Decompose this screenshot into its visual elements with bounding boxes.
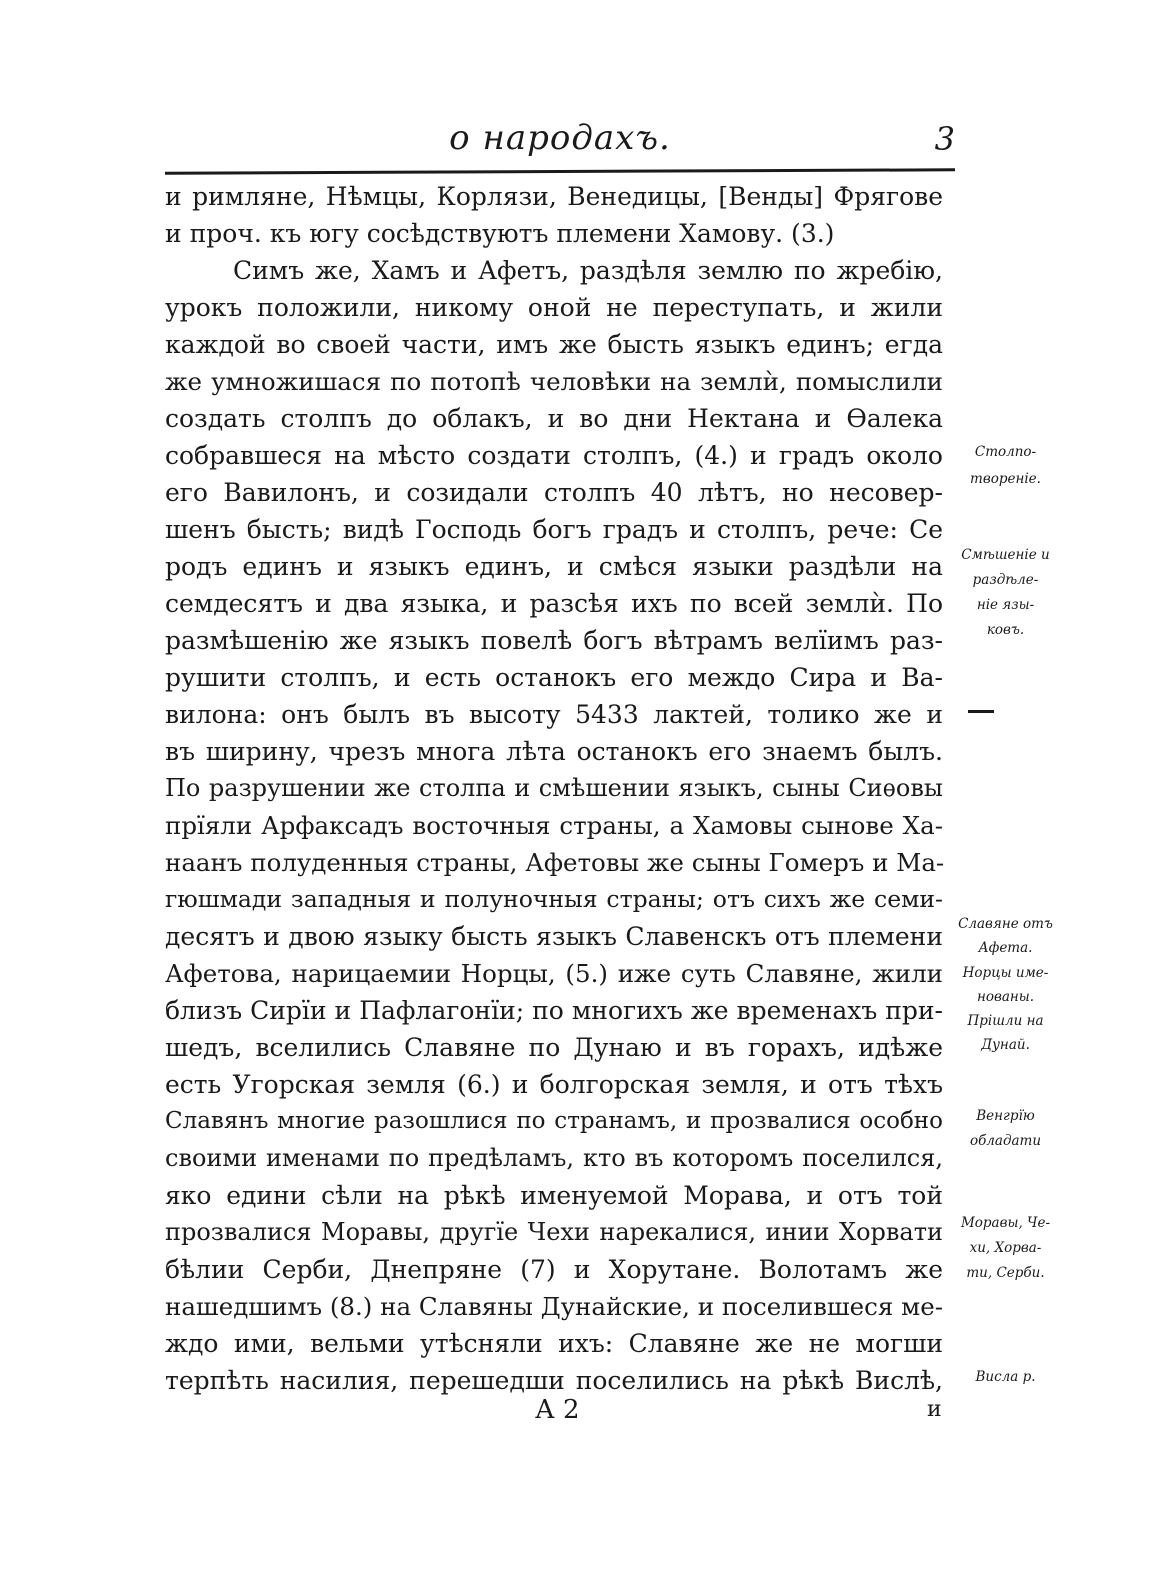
margin-note: Славяне отъ bbox=[958, 916, 1053, 932]
margin-note: раздѣле- bbox=[972, 572, 1039, 588]
page-footer bbox=[165, 1395, 955, 1435]
text-line: наанъ полуденныя страны, Афетовы же сыны Гомеръ и Ма- bbox=[165, 848, 945, 877]
text-line: близъ Сирїи и Пафлагонїи; по многихъ же временахъ при- bbox=[165, 996, 943, 1025]
text-line: семдесятъ и два языка, и разсѣя ихъ по всей землѝ. По bbox=[165, 589, 943, 618]
margin-note: Столпо- bbox=[974, 444, 1037, 460]
main-text bbox=[165, 178, 943, 1399]
text-line: же умножишася по потопѣ человѣки на землѝ, помыслили bbox=[165, 367, 943, 396]
margin-note: ковъ. bbox=[986, 622, 1025, 638]
marginal-notes bbox=[948, 0, 1063, 1588]
text-line: ждо ими, вельми утѣсняли ихъ: Славяне же не могши bbox=[165, 1329, 943, 1358]
text-line: яко едини сѣли на рѣкѣ именуемой Морава, и отъ той bbox=[165, 1181, 943, 1210]
margin-note: хи, Хорва- bbox=[969, 1240, 1042, 1256]
text-line: десятъ и двою языку бысть языкъ Славенскъ отъ племени bbox=[165, 922, 943, 951]
catchword: и bbox=[927, 1397, 942, 1422]
text-line: урокъ положили, никому оной не переступать, и жили bbox=[165, 293, 943, 322]
margin-note: Прiшли на bbox=[967, 1013, 1044, 1029]
text-line: и проч. къ югу сосѣдствуютъ племени Хамову. (3.) bbox=[165, 219, 835, 248]
margin-note: Дунай. bbox=[981, 1037, 1030, 1053]
margin-note: ніе язы- bbox=[976, 597, 1035, 613]
text-line: есть Угорская земля (6.) и болгорская земля, и отъ тѣхъ bbox=[165, 1070, 943, 1099]
text-line: гюшмади западныя и полуночныя страны; отъ сихъ же семи- bbox=[165, 885, 943, 913]
text-line: родъ единъ и языкъ единъ, и смѣся языки раздѣли на bbox=[165, 552, 943, 581]
text-line: шедъ, вселились Славяне по Дунаю и въ горахъ, идѣже bbox=[165, 1033, 943, 1062]
text-line: терпѣть насилия, перешедши поселились на рѣкѣ Вислѣ, bbox=[165, 1366, 943, 1395]
text-line: создать столпъ до облакъ, и во дни Нектана и Ѳалека bbox=[165, 404, 943, 433]
text-line: вилона: онъ былъ въ высоту 5433 лактей, толико же и bbox=[165, 700, 943, 729]
text-line: шенъ бысть; видѣ Господь богъ градъ и столпъ, рече: Се bbox=[165, 515, 943, 544]
text-line: Славянъ многие разошлися по странамъ, и прозвалися особно bbox=[165, 1108, 943, 1134]
text-line: каждой во своей части, имъ же бысть языкъ единъ; егда bbox=[165, 330, 943, 359]
text-line: и римляне, Нѣмцы, Корлязи, Венедицы, [Венды] Фрягове bbox=[165, 182, 943, 211]
text-line: своими именами по предѣламъ, кто въ которомъ поселился, bbox=[165, 1144, 943, 1172]
margin-note: ти, Серби. bbox=[966, 1265, 1045, 1281]
margin-note: Смѣшеніе и bbox=[961, 547, 1050, 563]
margin-note: Норцы име- bbox=[962, 965, 1049, 981]
text-line: прозвалися Моравы, другїе Чехи нарекалися, инии Хорвати bbox=[165, 1218, 943, 1246]
text-line: Симъ же, Хамъ и Афетъ, раздѣля землю по жребію, bbox=[233, 256, 943, 285]
margin-note: обладати bbox=[969, 1133, 1042, 1149]
margin-note: твореніе. bbox=[970, 471, 1041, 487]
text-line: въ ширину, чрезъ многа лѣта останокъ его знаемъ былъ. bbox=[165, 737, 943, 766]
margin-note: Афета. bbox=[978, 940, 1033, 956]
text-line: размѣшенію же языкъ повелѣ богъ вѣтрамъ велїимъ раз- bbox=[165, 626, 943, 655]
running-head bbox=[165, 118, 955, 158]
text-line: прїяли Арфаксадъ восточныя страны, а Хамовы сынове Ха- bbox=[165, 811, 943, 840]
margin-note: Висла р. bbox=[975, 1369, 1036, 1385]
text-line: бѣлии Серби, Днепряне (7) и Хорутане. Волотамъ же bbox=[165, 1255, 943, 1284]
margin-note: нованы. bbox=[976, 989, 1035, 1005]
margin-note: Моравы, Че- bbox=[960, 1215, 1051, 1231]
signature-mark: А 2 bbox=[535, 1395, 580, 1425]
text-line: собравшеся на мѣсто создати столпъ, (4.) и градъ около bbox=[165, 441, 943, 470]
page-number: 3 bbox=[934, 120, 955, 158]
text-line: его Вавилонъ, и созидали столпъ 40 лѣтъ, но несовер- bbox=[165, 478, 943, 507]
margin-note: Венгрїю bbox=[976, 1108, 1035, 1124]
header-rule bbox=[165, 168, 955, 174]
running-title: о народахъ. bbox=[449, 118, 671, 158]
text-line: нашедшимъ (8.) на Славяны Дунайские, и поселившеся ме- bbox=[165, 1292, 943, 1321]
text-line: рушити столпъ, и есть останокъ его междо Сира и Ва- bbox=[165, 663, 943, 692]
margin-dash bbox=[968, 710, 994, 713]
text-line: Афетова, нарицаемии Норцы, (5.) иже суть Славяне, жили bbox=[165, 959, 943, 988]
text-line: По разрушении же столпа и смѣшении языкъ, сыны Сиѳовы bbox=[165, 774, 943, 802]
